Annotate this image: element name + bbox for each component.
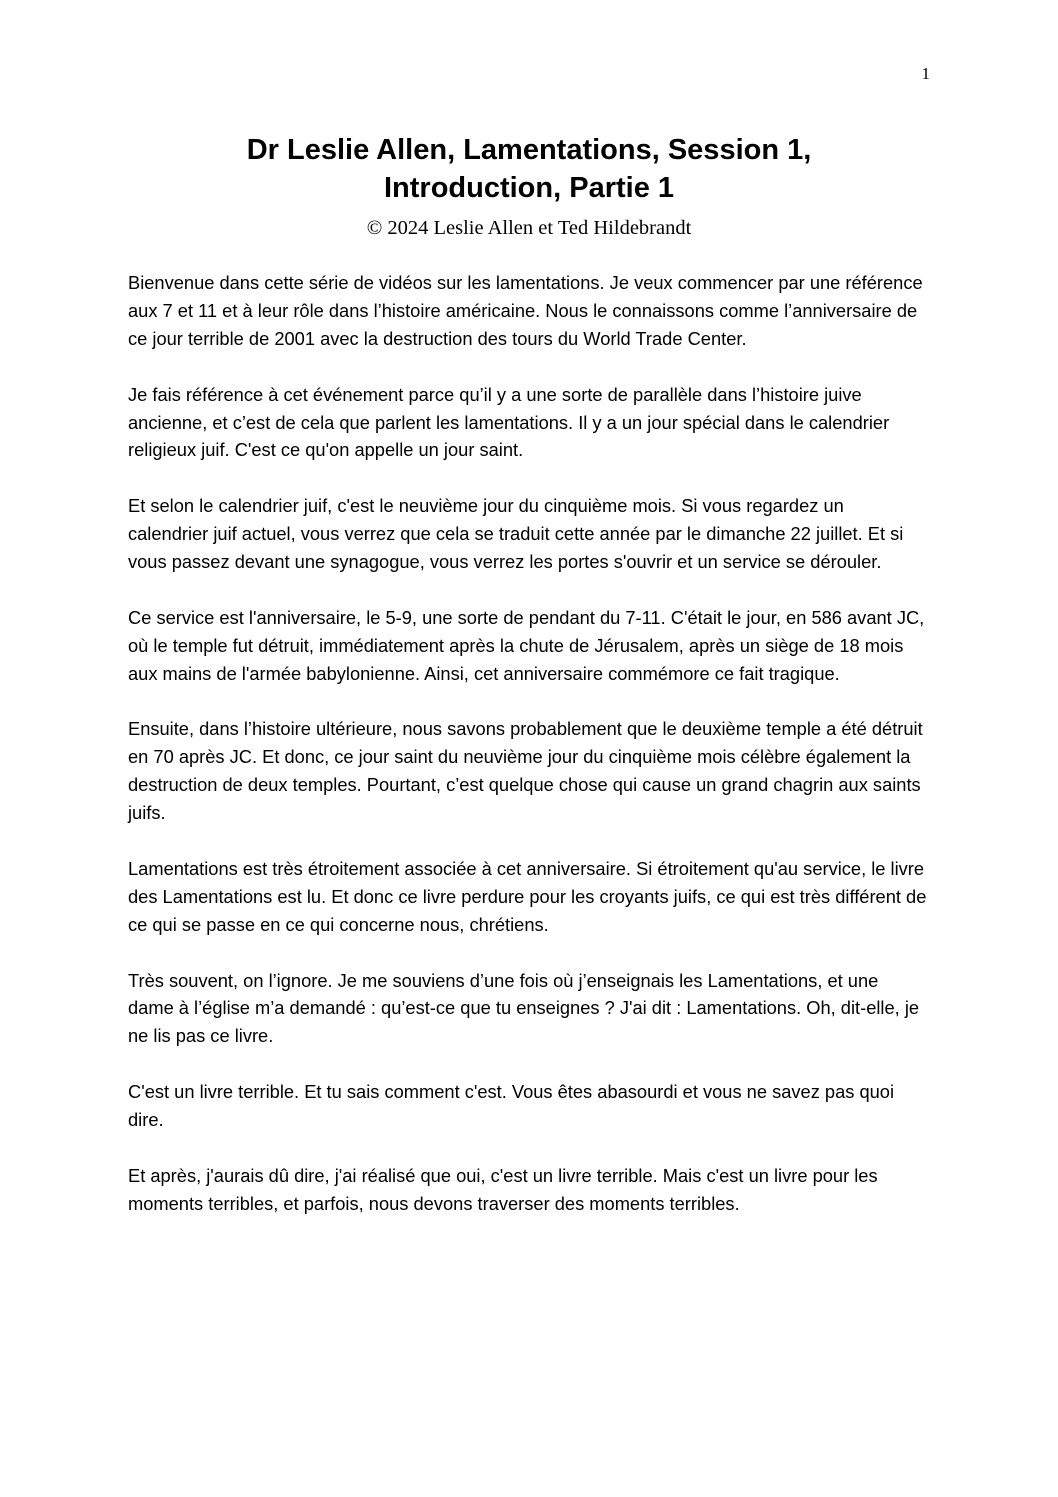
page-title-line-2: Introduction, Partie 1 xyxy=(383,172,675,204)
page-title xyxy=(0,131,1058,207)
page-title-line-1: Dr Leslie Allen, Lamentations, Session 1, xyxy=(246,134,812,166)
copyright-notice: © 2024 Leslie Allen et Ted Hildebrandt xyxy=(366,217,692,239)
paragraph: Bienvenue dans cette série de vidéos sur les lamentations. Je veux commencer par une référence aux 7 et 11 et à leur rôle dans l’histoire américaine. Nous le connaissons comme l’anniversaire de ce jour terrible de 2001 avec la destruction des tours du World Trade Center. xyxy=(128,272,923,349)
paragraph: Je fais référence à cet événement parce qu’il y a une sorte de parallèle dans l’histoire juive ancienne, et c’est de cela que parlent les lamentations. Il y a un jour spécial dans le calendrier religieux juif. C'est ce qu'on appelle un jour saint. xyxy=(128,383,890,461)
document-body xyxy=(128,269,928,1246)
paragraph: Et selon le calendrier juif, c'est le neuvième jour du cinquième mois. Si vous regardez un calendrier juif actuel, vous verrez que cela se traduit cette année par le dimanche 22 juillet. Et si vous passez devant une synagogue, vous verrez les portes s'ouvrir et un service se dérouler. xyxy=(128,495,904,573)
paragraph: C'est un livre terrible. Et tu sais comment c'est. Vous êtes abasourdi et vous ne savez pas quoi dire. xyxy=(128,1081,895,1131)
paragraph: Et après, j'aurais dû dire, j'ai réalisé que oui, c'est un livre terrible. Mais c'est un livre pour les moments terribles, et parfois, nous devons traverser des moments terribles. xyxy=(128,1164,878,1214)
paragraph: Ce service est l'anniversaire, le 5-9, une sorte de pendant du 7-11. C'était le jour, en 586 avant JC, où le temple fut détruit, immédiatement après la chute de Jérusalem, après un siège de 18 mois aux mains de l'armée babylonienne. Ainsi, cet anniversaire commémore ce fait tragique. xyxy=(128,606,925,684)
paragraph: Ensuite, dans l’histoire ultérieure, nous savons probablement que le deuxième temple a été détruit en 70 après JC. Et donc, ce jour saint du neuvième jour du cinquième mois célèbre également la destruction de deux temples. Pourtant, c’est quelque chose qui cause un grand chagrin aux saints juifs. xyxy=(128,718,923,824)
page-number: 1 xyxy=(921,64,930,83)
paragraph: Lamentations est très étroitement associée à cet anniversaire. Si étroitement qu'au service, le livre des Lamentations est lu. Et donc ce livre perdure pour les croyants juifs, ce qui est très différent de ce qui se passe en ce qui concerne nous, chrétiens. xyxy=(128,857,927,935)
paragraph: Très souvent, on l’ignore. Je me souviens d’une fois où j’enseignais les Lamentations, et une dame à l’église m’a demandé : qu’est-ce que tu enseignes ? J'ai dit : Lamentations. Oh, dit-elle, je ne lis pas ce livre. xyxy=(128,969,920,1047)
